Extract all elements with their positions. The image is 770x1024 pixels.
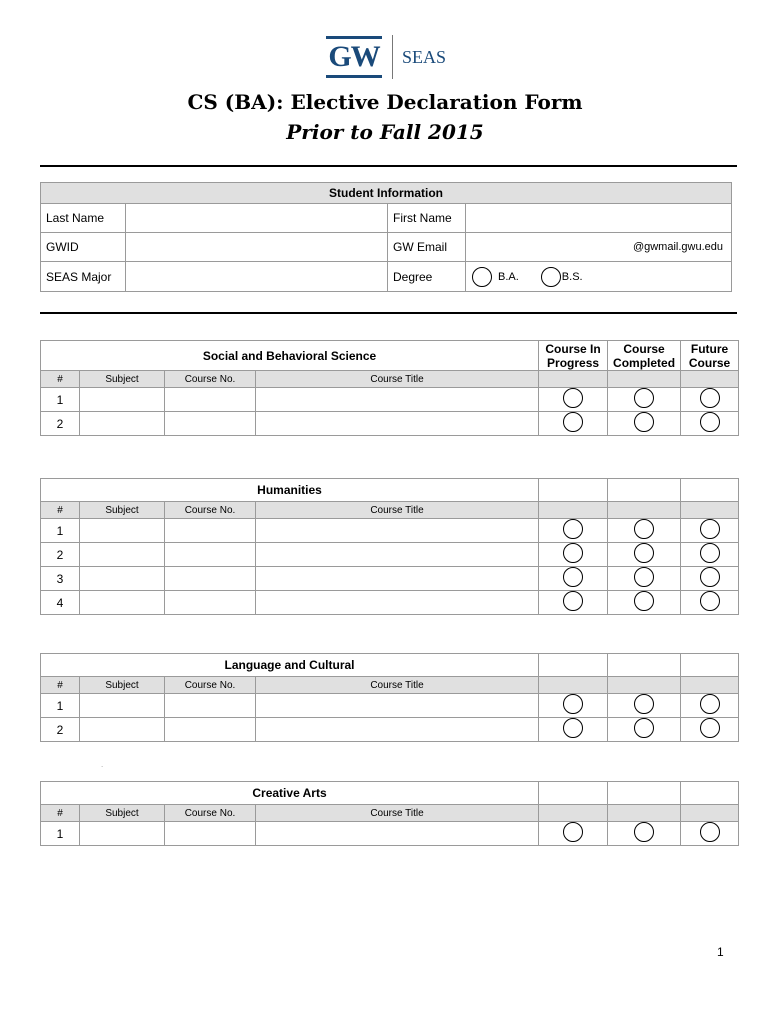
in-progress-radio[interactable]: [563, 412, 583, 432]
in-progress-radio[interactable]: [563, 519, 583, 539]
table-row: [41, 388, 739, 412]
course-title-field[interactable]: [256, 543, 539, 567]
column-header-subject: Subject: [80, 502, 165, 519]
completed-radio[interactable]: [634, 412, 654, 432]
column-header-blank: [539, 805, 608, 822]
course-no-field[interactable]: [165, 591, 256, 615]
status-cell-in-progress: [539, 412, 608, 436]
column-header-num: #: [41, 502, 80, 519]
completed-radio[interactable]: [634, 591, 654, 611]
column-header-blank: [681, 805, 739, 822]
stray-mark: .: [101, 760, 104, 769]
column-header-course-title: Course Title: [256, 677, 539, 694]
status-header-future: Future Course: [681, 341, 739, 371]
degree-ba-option[interactable]: [472, 267, 519, 287]
course-no-field[interactable]: [165, 388, 256, 412]
status-header-in-progress: Course In Progress: [539, 341, 608, 371]
column-header-blank: [681, 677, 739, 694]
status-cell-completed: [608, 694, 681, 718]
status-header-in-progress: [539, 479, 608, 502]
future-radio[interactable]: [700, 412, 720, 432]
subject-field[interactable]: [80, 694, 165, 718]
in-progress-radio[interactable]: [563, 718, 583, 738]
degree-ba-label: B.A.: [498, 270, 519, 283]
row-number: 3: [41, 567, 80, 591]
row-number: 1: [41, 822, 80, 846]
subject-field[interactable]: [80, 591, 165, 615]
degree-options: [466, 262, 731, 291]
seas-logo-text: SEAS: [402, 46, 447, 67]
gw-email-field[interactable]: [466, 233, 731, 261]
status-cell-in-progress: [539, 543, 608, 567]
future-radio[interactable]: [700, 822, 720, 842]
divider-middle: [40, 312, 737, 314]
status-cell-future: [681, 388, 739, 412]
row-number: 2: [41, 543, 80, 567]
completed-radio[interactable]: [634, 388, 654, 408]
row-number: 2: [41, 412, 80, 436]
status-cell-future: [681, 519, 739, 543]
table-row: [41, 567, 739, 591]
column-header-blank: [681, 371, 739, 388]
degree-bs-label: B.S.: [561, 270, 583, 283]
column-header-blank: [608, 502, 681, 519]
row-number: 2: [41, 718, 80, 742]
column-header-course-no: Course No.: [165, 677, 256, 694]
status-cell-in-progress: [539, 694, 608, 718]
status-header-future: [681, 654, 739, 677]
subject-field[interactable]: [80, 543, 165, 567]
completed-radio[interactable]: [634, 822, 654, 842]
completed-radio[interactable]: [634, 567, 654, 587]
student-info-row: [41, 204, 731, 233]
course-title-field[interactable]: [256, 591, 539, 615]
form-subtitle: Prior to Fall 2015: [286, 120, 484, 144]
column-header-blank: [539, 502, 608, 519]
subject-field[interactable]: [80, 412, 165, 436]
email-domain-suffix: @gwmail.gwu.edu: [632, 241, 723, 253]
status-cell-in-progress: [539, 718, 608, 742]
degree-bs-radio[interactable]: [541, 267, 561, 287]
table-row: [41, 694, 739, 718]
student-info-row: [41, 262, 731, 291]
row-number: 1: [41, 519, 80, 543]
table-row: [41, 591, 739, 615]
status-cell-completed: [608, 591, 681, 615]
future-radio[interactable]: [700, 567, 720, 587]
course-no-field[interactable]: [165, 543, 256, 567]
column-header-blank: [539, 371, 608, 388]
status-cell-future: [681, 591, 739, 615]
status-cell-future: [681, 718, 739, 742]
gwid-label: GWID: [41, 233, 126, 261]
subject-field[interactable]: [80, 388, 165, 412]
course-no-field[interactable]: [165, 822, 256, 846]
course-title-field[interactable]: [256, 822, 539, 846]
degree-ba-radio[interactable]: [472, 267, 492, 287]
future-radio[interactable]: [700, 694, 720, 714]
column-header-subject: Subject: [80, 805, 165, 822]
table-row: [41, 718, 739, 742]
course-title-field[interactable]: [256, 718, 539, 742]
row-number: 4: [41, 591, 80, 615]
course-title-field[interactable]: [256, 567, 539, 591]
subject-field[interactable]: [80, 567, 165, 591]
future-radio[interactable]: [700, 718, 720, 738]
status-header-completed: Course Completed: [608, 341, 681, 371]
in-progress-radio[interactable]: [563, 388, 583, 408]
column-header-num: #: [41, 677, 80, 694]
page-number: 1: [717, 945, 724, 959]
subject-field[interactable]: [80, 822, 165, 846]
subject-field[interactable]: [80, 519, 165, 543]
section-title: Social and Behavioral Science: [41, 341, 539, 371]
student-info-row: [41, 233, 731, 262]
last-name-label: Last Name: [41, 204, 126, 232]
in-progress-radio[interactable]: [563, 567, 583, 587]
status-cell-in-progress: [539, 591, 608, 615]
future-radio[interactable]: [700, 591, 720, 611]
future-radio[interactable]: [700, 519, 720, 539]
section-title: Creative Arts: [41, 782, 539, 805]
course-no-field[interactable]: [165, 718, 256, 742]
gwid-field[interactable]: [126, 233, 388, 261]
column-header-course-title: Course Title: [256, 805, 539, 822]
status-cell-completed: [608, 822, 681, 846]
in-progress-radio[interactable]: [563, 543, 583, 563]
in-progress-radio[interactable]: [563, 822, 583, 842]
status-cell-completed: [608, 567, 681, 591]
in-progress-radio[interactable]: [563, 591, 583, 611]
degree-label: Degree: [388, 262, 466, 291]
section-title: Language and Cultural: [41, 654, 539, 677]
status-cell-completed: [608, 519, 681, 543]
course-title-field[interactable]: [256, 694, 539, 718]
row-number: 1: [41, 388, 80, 412]
course-title-field[interactable]: [256, 519, 539, 543]
course-no-field[interactable]: [165, 519, 256, 543]
status-cell-in-progress: [539, 822, 608, 846]
gw-email-label: GW Email: [388, 233, 466, 261]
status-cell-in-progress: [539, 567, 608, 591]
seas-major-field[interactable]: [126, 262, 388, 291]
divider-top: [40, 165, 737, 167]
section-table: [40, 478, 739, 615]
status-cell-in-progress: [539, 519, 608, 543]
status-cell-completed: [608, 718, 681, 742]
column-header-blank: [608, 371, 681, 388]
status-cell-future: [681, 543, 739, 567]
status-cell-completed: [608, 543, 681, 567]
column-header-course-title: Course Title: [256, 502, 539, 519]
column-header-num: #: [41, 805, 80, 822]
completed-radio[interactable]: [634, 718, 654, 738]
last-name-field[interactable]: [126, 204, 388, 232]
status-cell-completed: [608, 388, 681, 412]
table-row: [41, 822, 739, 846]
column-header-blank: [681, 502, 739, 519]
status-header-future: [681, 782, 739, 805]
in-progress-radio[interactable]: [563, 694, 583, 714]
gw-seas-logo: [326, 36, 446, 78]
future-radio[interactable]: [700, 388, 720, 408]
status-cell-future: [681, 567, 739, 591]
status-cell-completed: [608, 412, 681, 436]
student-info-table: [40, 182, 732, 292]
section-table: [40, 781, 739, 846]
column-header-subject: Subject: [80, 371, 165, 388]
future-radio[interactable]: [700, 543, 720, 563]
column-header-blank: [539, 677, 608, 694]
status-cell-future: [681, 412, 739, 436]
degree-bs-option[interactable]: [541, 267, 583, 287]
status-cell-future: [681, 694, 739, 718]
column-header-subject: Subject: [80, 677, 165, 694]
status-header-in-progress: [539, 654, 608, 677]
status-header-future: [681, 479, 739, 502]
column-header-course-no: Course No.: [165, 805, 256, 822]
table-row: [41, 519, 739, 543]
logo-divider: [392, 35, 393, 79]
course-no-field[interactable]: [165, 412, 256, 436]
table-row: [41, 543, 739, 567]
status-header-in-progress: [539, 782, 608, 805]
course-title-field[interactable]: [256, 388, 539, 412]
section-title: Humanities: [41, 479, 539, 502]
course-title-field[interactable]: [256, 412, 539, 436]
section-table: [40, 340, 739, 436]
column-header-course-no: Course No.: [165, 502, 256, 519]
completed-radio[interactable]: [634, 694, 654, 714]
column-header-course-title: Course Title: [256, 371, 539, 388]
status-cell-future: [681, 822, 739, 846]
student-info-header: Student Information: [41, 183, 731, 204]
first-name-field[interactable]: [466, 204, 731, 232]
completed-radio[interactable]: [634, 543, 654, 563]
status-header-completed: [608, 782, 681, 805]
course-no-field[interactable]: [165, 694, 256, 718]
row-number: 1: [41, 694, 80, 718]
column-header-course-no: Course No.: [165, 371, 256, 388]
first-name-label: First Name: [388, 204, 466, 232]
seas-major-label: SEAS Major: [41, 262, 126, 291]
status-header-completed: [608, 479, 681, 502]
course-no-field[interactable]: [165, 567, 256, 591]
column-header-blank: [608, 677, 681, 694]
status-header-completed: [608, 654, 681, 677]
completed-radio[interactable]: [634, 519, 654, 539]
section-table: [40, 653, 739, 742]
column-header-num: #: [41, 371, 80, 388]
form-title: CS (BA): Elective Declaration Form: [187, 90, 583, 114]
gw-logo-mark: GW: [326, 36, 382, 78]
column-header-blank: [608, 805, 681, 822]
table-row: [41, 412, 739, 436]
subject-field[interactable]: [80, 718, 165, 742]
status-cell-in-progress: [539, 388, 608, 412]
